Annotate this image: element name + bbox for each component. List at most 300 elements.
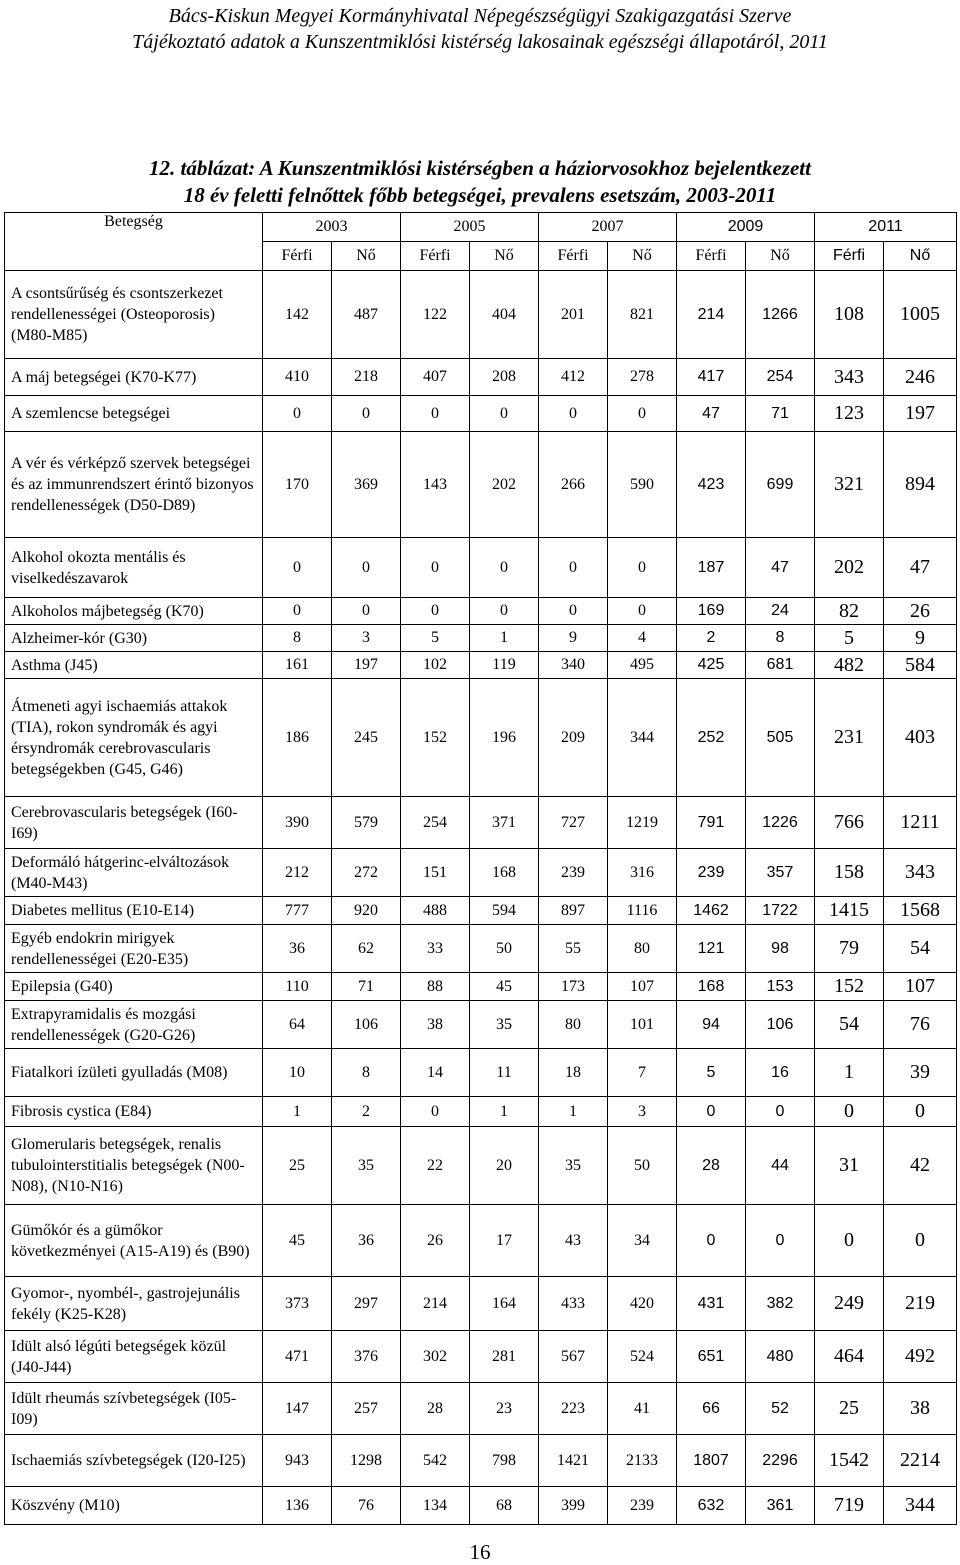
value-cell: 76 (884, 1001, 957, 1049)
value-cell: 584 (884, 652, 957, 679)
value-cell: 106 (746, 1001, 815, 1049)
value-cell: 173 (539, 973, 608, 1001)
value-cell: 0 (539, 598, 608, 625)
value-cell: 302 (401, 1331, 470, 1383)
value-cell: 361 (746, 1487, 815, 1525)
value-cell: 107 (884, 973, 957, 1001)
value-cell: 433 (539, 1277, 608, 1331)
value-cell: 36 (332, 1205, 401, 1277)
table-row (5, 1127, 957, 1205)
value-cell: 151 (401, 849, 470, 897)
value-cell: 791 (677, 797, 746, 849)
value-cell: 2 (677, 625, 746, 652)
disease-name-cell (5, 1277, 263, 1331)
value-cell: 11 (470, 1049, 539, 1097)
year-header: 2003 (263, 213, 401, 242)
value-cell: 26 (401, 1205, 470, 1277)
value-cell: 0 (884, 1097, 957, 1127)
value-cell: 9 (539, 625, 608, 652)
value-cell: 28 (677, 1127, 746, 1205)
value-cell: 1 (539, 1097, 608, 1127)
value-cell: 35 (470, 1001, 539, 1049)
disease-name: Fibrosis cystica (E84) (11, 1103, 152, 1120)
year-header: 2005 (401, 213, 539, 242)
value-cell: 0 (401, 1097, 470, 1127)
value-cell: 9 (884, 625, 957, 652)
table-row (5, 1435, 957, 1487)
value-cell: 161 (263, 652, 332, 679)
table-row (5, 925, 957, 973)
value-cell: 0 (815, 1205, 884, 1277)
value-cell: 4 (608, 625, 677, 652)
value-cell: 239 (539, 849, 608, 897)
disease-name-cell (5, 849, 263, 897)
value-cell: 524 (608, 1331, 677, 1383)
value-cell: 505 (746, 679, 815, 797)
value-cell: 0 (608, 538, 677, 598)
value-cell: 340 (539, 652, 608, 679)
value-cell: 2 (332, 1097, 401, 1127)
value-cell: 252 (677, 679, 746, 797)
value-cell: 681 (746, 652, 815, 679)
table-row (5, 432, 957, 538)
value-cell: 18 (539, 1049, 608, 1097)
value-cell: 239 (677, 849, 746, 897)
disease-name-cell (5, 652, 263, 679)
value-cell: 47 (884, 538, 957, 598)
value-cell: 0 (746, 1205, 815, 1277)
disease-name-cell (5, 598, 263, 625)
value-cell: 1 (263, 1097, 332, 1127)
value-cell: 106 (332, 1001, 401, 1049)
table-row (5, 652, 957, 679)
value-cell: 254 (746, 359, 815, 396)
value-cell: 3 (608, 1097, 677, 1127)
disease-name-cell (5, 897, 263, 925)
value-cell: 17 (470, 1205, 539, 1277)
value-cell: 98 (746, 925, 815, 973)
disease-name-cell (5, 797, 263, 849)
value-cell: 219 (884, 1277, 957, 1331)
value-cell: 108 (815, 271, 884, 359)
year-header-row (5, 213, 957, 242)
disease-name-cell (5, 1487, 263, 1525)
value-cell: 0 (539, 538, 608, 598)
value-cell: 45 (470, 973, 539, 1001)
value-cell: 1807 (677, 1435, 746, 1487)
value-cell: 202 (815, 538, 884, 598)
value-cell: 1219 (608, 797, 677, 849)
value-cell: 239 (608, 1487, 677, 1525)
sex-header: Nő (608, 242, 677, 271)
value-cell: 404 (470, 271, 539, 359)
value-cell: 5 (401, 625, 470, 652)
value-cell: 1 (815, 1049, 884, 1097)
table-row (5, 1049, 957, 1097)
value-cell: 1462 (677, 897, 746, 925)
value-cell: 94 (677, 1001, 746, 1049)
value-cell: 1211 (884, 797, 957, 849)
value-cell: 20 (470, 1127, 539, 1205)
value-cell: 1005 (884, 271, 957, 359)
value-cell: 488 (401, 897, 470, 925)
value-cell: 170 (263, 432, 332, 538)
value-cell: 231 (815, 679, 884, 797)
value-cell: 43 (539, 1205, 608, 1277)
value-cell: 23 (470, 1383, 539, 1435)
value-cell: 54 (884, 925, 957, 973)
disease-name-cell (5, 1127, 263, 1205)
value-cell: 943 (263, 1435, 332, 1487)
value-cell: 123 (815, 396, 884, 432)
value-cell: 376 (332, 1331, 401, 1383)
value-cell: 487 (332, 271, 401, 359)
value-cell: 727 (539, 797, 608, 849)
page-number: 16 (469, 1540, 491, 1564)
value-cell: 920 (332, 897, 401, 925)
value-cell: 0 (332, 538, 401, 598)
value-cell: 343 (815, 359, 884, 396)
value-cell: 35 (332, 1127, 401, 1205)
value-cell: 158 (815, 849, 884, 897)
disease-name-cell (5, 396, 263, 432)
sex-header: Nő (332, 242, 401, 271)
value-cell: 52 (746, 1383, 815, 1435)
value-cell: 0 (263, 396, 332, 432)
value-cell: 246 (884, 359, 957, 396)
sex-header: Férfi (401, 242, 470, 271)
disease-name-cell (5, 1049, 263, 1097)
value-cell: 214 (677, 271, 746, 359)
value-cell: 10 (263, 1049, 332, 1097)
table-row (5, 1487, 957, 1525)
disease-name: Ischaemiás szívbetegségek (I20-I25) (11, 1452, 246, 1469)
value-cell: 0 (539, 396, 608, 432)
value-cell: 464 (815, 1331, 884, 1383)
disease-name-cell (5, 1205, 263, 1277)
year-header: 2011 (815, 213, 957, 242)
disease-name-cell (5, 925, 263, 973)
value-cell: 41 (608, 1383, 677, 1435)
value-cell: 16 (746, 1049, 815, 1097)
table-row (5, 1205, 957, 1277)
disease-name-cell (5, 432, 263, 538)
value-cell: 122 (401, 271, 470, 359)
value-cell: 68 (470, 1487, 539, 1525)
value-cell: 35 (539, 1127, 608, 1205)
disease-name: Alkoholos májbetegség (K70) (11, 602, 204, 620)
disease-name: Deformáló hátgerinc-elváltozások (M40-M43) (11, 853, 230, 892)
table-caption-line2: 18 év feletti felnőttek főbb betegségei, prevalens esetszám, 2003-2011 (183, 183, 777, 207)
sex-header: Férfi (815, 242, 884, 271)
value-cell: 542 (401, 1435, 470, 1487)
table-row (5, 1097, 957, 1127)
disease-name-cell (5, 271, 263, 359)
value-cell: 254 (401, 797, 470, 849)
document-header-line1: Bács-Kiskun Megyei Kormányhivatal Népegészségügyi Szakigazgatási Szerve (168, 5, 792, 27)
disease-name: Asthma (J45) (11, 656, 98, 674)
value-cell: 110 (263, 973, 332, 1001)
value-cell: 71 (746, 396, 815, 432)
value-cell: 1 (470, 1097, 539, 1127)
value-cell: 26 (884, 598, 957, 625)
value-cell: 343 (884, 849, 957, 897)
value-cell: 492 (884, 1331, 957, 1383)
value-cell: 471 (263, 1331, 332, 1383)
value-cell: 0 (815, 1097, 884, 1127)
value-cell: 1542 (815, 1435, 884, 1487)
disease-name: Egyéb endokrin mirigyek rendellenességei (E20-E35) (11, 929, 189, 968)
table-row (5, 1383, 957, 1435)
value-cell: 699 (746, 432, 815, 538)
document-header-line2: Tájékoztató adatok a Kunszentmiklósi kistérség lakosainak egészségi állapotáról, 2011 (132, 31, 828, 53)
value-cell: 1116 (608, 897, 677, 925)
value-cell: 197 (332, 652, 401, 679)
value-cell: 0 (677, 1097, 746, 1127)
value-cell: 212 (263, 849, 332, 897)
value-cell: 0 (608, 396, 677, 432)
value-cell: 1298 (332, 1435, 401, 1487)
value-cell: 47 (677, 396, 746, 432)
value-cell: 7 (608, 1049, 677, 1097)
sex-header: Férfi (677, 242, 746, 271)
value-cell: 147 (263, 1383, 332, 1435)
table-row (5, 598, 957, 625)
disease-name: Extrapyramidalis és mozgási rendellenességek (G20-G26) (11, 1005, 196, 1044)
value-cell: 420 (608, 1277, 677, 1331)
value-cell: 14 (401, 1049, 470, 1097)
value-cell: 1722 (746, 897, 815, 925)
value-cell: 1421 (539, 1435, 608, 1487)
value-cell: 594 (470, 897, 539, 925)
value-cell: 71 (332, 973, 401, 1001)
value-cell: 1568 (884, 897, 957, 925)
value-cell: 399 (539, 1487, 608, 1525)
value-cell: 590 (608, 432, 677, 538)
value-cell: 214 (401, 1277, 470, 1331)
value-cell: 373 (263, 1277, 332, 1331)
disease-name-cell (5, 538, 263, 598)
value-cell: 196 (470, 679, 539, 797)
value-cell: 152 (401, 679, 470, 797)
value-cell: 766 (815, 797, 884, 849)
value-cell: 202 (470, 432, 539, 538)
value-cell: 8 (746, 625, 815, 652)
value-cell: 107 (608, 973, 677, 1001)
value-cell: 357 (746, 849, 815, 897)
value-cell: 82 (815, 598, 884, 625)
value-cell: 186 (263, 679, 332, 797)
table-row (5, 849, 957, 897)
value-cell: 777 (263, 897, 332, 925)
sex-header: Nő (470, 242, 539, 271)
value-cell: 62 (332, 925, 401, 973)
value-cell: 2133 (608, 1435, 677, 1487)
value-cell: 218 (332, 359, 401, 396)
value-cell: 0 (884, 1205, 957, 1277)
value-cell: 80 (608, 925, 677, 973)
value-cell: 382 (746, 1277, 815, 1331)
sex-header: Férfi (539, 242, 608, 271)
value-cell: 152 (815, 973, 884, 1001)
value-cell: 2296 (746, 1435, 815, 1487)
value-cell: 22 (401, 1127, 470, 1205)
value-cell: 798 (470, 1435, 539, 1487)
sex-header: Nő (746, 242, 815, 271)
value-cell: 143 (401, 432, 470, 538)
value-cell: 316 (608, 849, 677, 897)
value-cell: 8 (263, 625, 332, 652)
value-cell: 425 (677, 652, 746, 679)
value-cell: 897 (539, 897, 608, 925)
value-cell: 76 (332, 1487, 401, 1525)
value-cell: 1 (470, 625, 539, 652)
table-row (5, 271, 957, 359)
value-cell: 480 (746, 1331, 815, 1383)
value-cell: 38 (401, 1001, 470, 1049)
value-cell: 55 (539, 925, 608, 973)
value-cell: 88 (401, 973, 470, 1001)
value-cell: 142 (263, 271, 332, 359)
value-cell: 495 (608, 652, 677, 679)
disease-name: Cerebrovascularis betegségek (I60-I69) (11, 803, 238, 842)
value-cell: 423 (677, 432, 746, 538)
value-cell: 410 (263, 359, 332, 396)
value-cell: 278 (608, 359, 677, 396)
value-cell: 567 (539, 1331, 608, 1383)
value-cell: 47 (746, 538, 815, 598)
disease-name-cell (5, 1097, 263, 1127)
value-cell: 245 (332, 679, 401, 797)
disease-name-cell (5, 973, 263, 1001)
value-cell: 579 (332, 797, 401, 849)
disease-name: Alzheimer-kór (G30) (11, 629, 148, 647)
value-cell: 369 (332, 432, 401, 538)
value-cell: 321 (815, 432, 884, 538)
value-cell: 24 (746, 598, 815, 625)
value-cell: 297 (332, 1277, 401, 1331)
table-row (5, 1331, 957, 1383)
disease-name-cell (5, 679, 263, 797)
value-cell: 223 (539, 1383, 608, 1435)
disease-name: A szemlencse betegségei (11, 405, 171, 422)
value-cell: 80 (539, 1001, 608, 1049)
value-cell: 0 (401, 538, 470, 598)
value-cell: 33 (401, 925, 470, 973)
value-cell: 209 (539, 679, 608, 797)
value-cell: 34 (608, 1205, 677, 1277)
value-cell: 121 (677, 925, 746, 973)
value-cell: 257 (332, 1383, 401, 1435)
disease-name: Átmeneti agyi ischaemiás attakok (TIA), rokon syndromák és agyi érsyndromák cerebrovascularis betegségekben (G45, G46) (11, 697, 228, 778)
sex-header: Férfi (263, 242, 332, 271)
value-cell: 0 (608, 598, 677, 625)
value-cell: 0 (401, 598, 470, 625)
value-cell: 249 (815, 1277, 884, 1331)
table-row (5, 538, 957, 598)
disease-name: Köszvény (M10) (11, 1497, 120, 1514)
value-cell: 821 (608, 271, 677, 359)
disease-name: Glomerularis betegségek, renalis tubulointerstitialis betegségek (N00-N08), (N10-N16) (11, 1136, 245, 1195)
value-cell: 651 (677, 1331, 746, 1383)
disease-name-cell (5, 1001, 263, 1049)
disease-name: A csontsűrűség és csontszerkezet rendellenességei (Osteoporosis) (M80-M85) (11, 285, 223, 344)
value-cell: 45 (263, 1205, 332, 1277)
disease-name-cell (5, 625, 263, 652)
value-cell: 66 (677, 1383, 746, 1435)
value-cell: 412 (539, 359, 608, 396)
value-cell: 136 (263, 1487, 332, 1525)
value-cell: 169 (677, 598, 746, 625)
value-cell: 371 (470, 797, 539, 849)
value-cell: 44 (746, 1127, 815, 1205)
value-cell: 187 (677, 538, 746, 598)
value-cell: 168 (677, 973, 746, 1001)
value-cell: 5 (815, 625, 884, 652)
disease-name: Diabetes mellitus (E10-E14) (11, 902, 195, 919)
value-cell: 119 (470, 652, 539, 679)
table-row (5, 625, 957, 652)
value-cell: 5 (677, 1049, 746, 1097)
value-cell: 8 (332, 1049, 401, 1097)
disease-name: Idült rheumás szívbetegségek (I05-I09) (11, 1389, 237, 1428)
table-row (5, 973, 957, 1001)
value-cell: 38 (884, 1383, 957, 1435)
value-cell: 101 (608, 1001, 677, 1049)
value-cell: 1266 (746, 271, 815, 359)
table-row (5, 679, 957, 797)
value-cell: 50 (608, 1127, 677, 1205)
disease-column-header: Betegség (5, 213, 263, 271)
value-cell: 102 (401, 652, 470, 679)
value-cell: 281 (470, 1331, 539, 1383)
value-cell: 42 (884, 1127, 957, 1205)
disease-prevalence-table (4, 212, 957, 1525)
value-cell: 0 (332, 396, 401, 432)
value-cell: 1226 (746, 797, 815, 849)
value-cell: 0 (332, 598, 401, 625)
value-cell: 2214 (884, 1435, 957, 1487)
table-row (5, 1277, 957, 1331)
table-row (5, 359, 957, 396)
value-cell: 54 (815, 1001, 884, 1049)
value-cell: 168 (470, 849, 539, 897)
sex-header: Nő (884, 242, 957, 271)
value-cell: 390 (263, 797, 332, 849)
value-cell: 25 (815, 1383, 884, 1435)
value-cell: 272 (332, 849, 401, 897)
value-cell: 0 (263, 598, 332, 625)
table-row (5, 1001, 957, 1049)
disease-name: Gyomor-, nyombél-, gastrojejunális fekély (K25-K28) (11, 1284, 240, 1323)
value-cell: 153 (746, 973, 815, 1001)
value-cell: 208 (470, 359, 539, 396)
disease-name-cell (5, 1383, 263, 1435)
value-cell: 28 (401, 1383, 470, 1435)
value-cell: 50 (470, 925, 539, 973)
table-caption-line1: 12. táblázat: A Kunszentmiklósi kistérségben a háziorvosokhoz bejelentkezett (149, 156, 811, 180)
value-cell: 0 (470, 396, 539, 432)
value-cell: 894 (884, 432, 957, 538)
value-cell: 0 (263, 538, 332, 598)
value-cell: 482 (815, 652, 884, 679)
disease-name: Gümőkór és a gümőkor következményei (A15-A19) és (B90) (11, 1221, 250, 1260)
value-cell: 0 (470, 598, 539, 625)
value-cell: 39 (884, 1049, 957, 1097)
value-cell: 344 (884, 1487, 957, 1525)
value-cell: 197 (884, 396, 957, 432)
value-cell: 25 (263, 1127, 332, 1205)
